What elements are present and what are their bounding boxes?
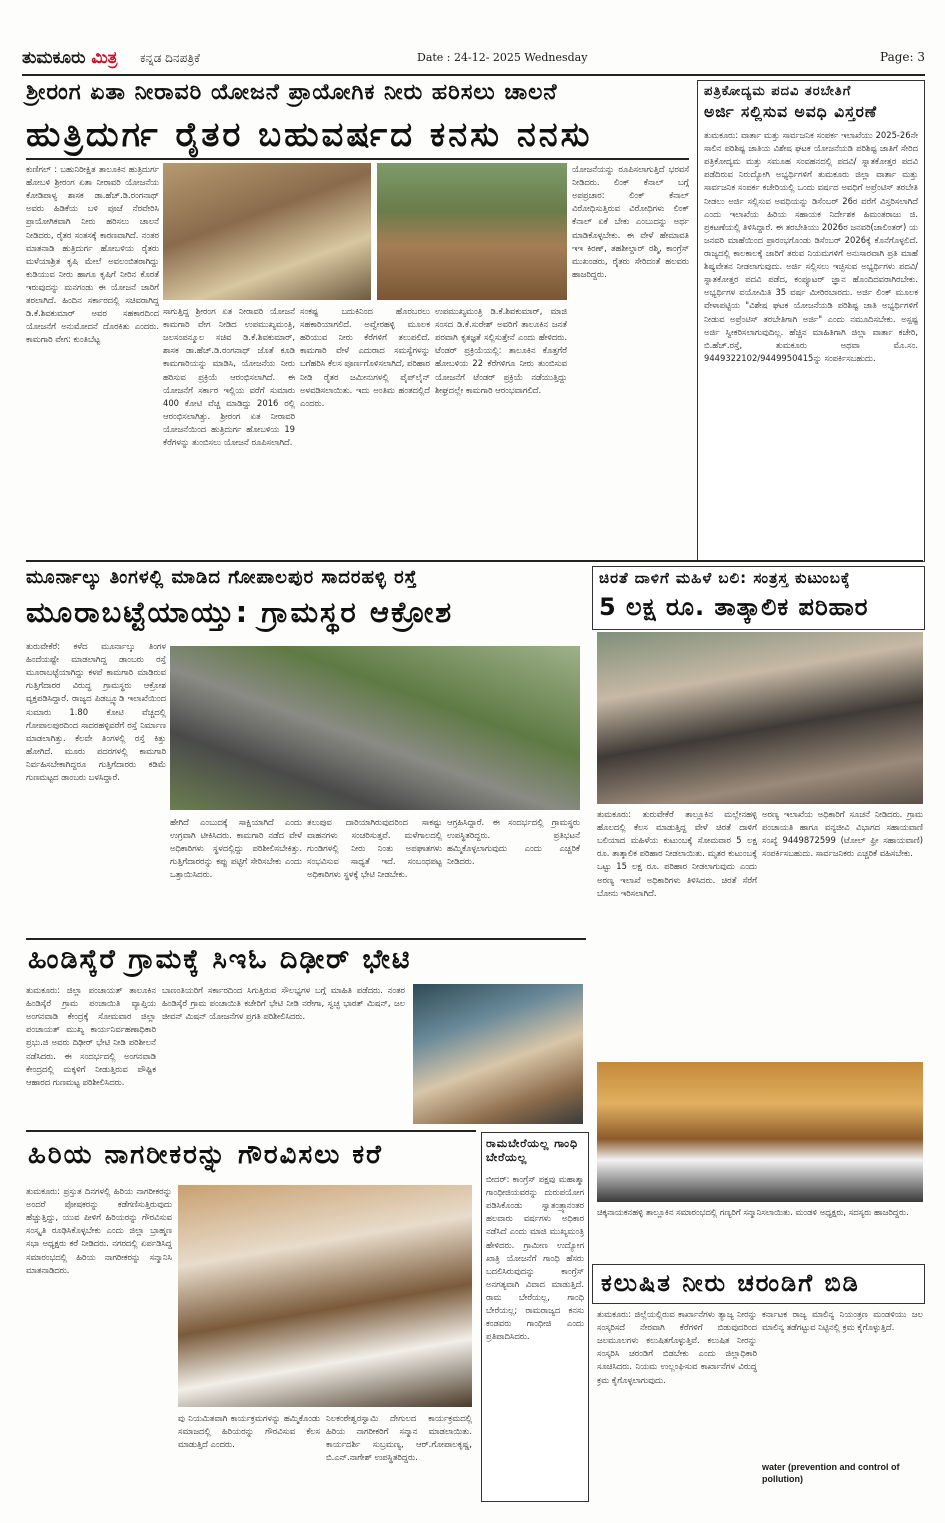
deadline-kicker: ಪತ್ರಿಕೋದ್ಯಮ ಪದವಿ ತರಬೇತಿಗೆ xyxy=(704,84,852,99)
gandhi-body: ಬೀದರ್: ಕಾಂಗ್ರೆಸ್ ಪಕ್ಷವು ಮಹಾತ್ಮಾ ಗಾಂಧೀಜಿಯವರನ್ನು ದುರುಪಯೋಗ ಪಡಿಸಿಕೊಂಡು ಸ್ವಾತಂತ್ರ್ಯಾನಂತರ ಹಲವಾರು ವರ್ಷಗಳು ಅಧಿಕಾರ ನಡೆಸಿದೆ ಎಂದು ಮಾಜಿ ಮುಖ್ಯಮಂತ್ರಿ ಹೇಳಿದರು. ಗ್ರಾಮೀಣ ಉದ್ಯೋಗ ಖಾತ್ರಿ ಯೋಜನೆಗೆ ಗಾಂಧಿ ಹೆಸರು ಬದಲಿಸಿರುವುದನ್ನು ಕಾಂಗ್ರೆಸ್ ಅನಗತ್ಯವಾಗಿ ವಿವಾದ ಮಾಡುತ್ತಿದೆ. ರಾಮ ಬೇರೆಯಲ್ಲ, ಗಾಂಧಿ ಬೇರೆಯಲ್ಲ; ರಾಮರಾಜ್ಯದ ಕನಸು ಕಂಡವರು ಗಾಂಧೀಜಿ ಎಂದು ಪ್ರತಿಪಾದಿಸಿದರು. xyxy=(486,1174,584,1342)
tagline: ಕನ್ನಡ ದಿನಪತ್ರಿಕೆ xyxy=(140,51,201,65)
senior-citizens-photo xyxy=(178,1185,472,1407)
lead-col-4: ಉಪಮುಖ್ಯಮಂತ್ರಿ ಡಿ.ಕೆ.ಶಿವಕುಮಾರ್, ಮಾಜಿ ಸಂಸದ ಡಿ.ಕೆ.ಸುರೇಶ್ ಅವರಿಗೆ ತಾಲೂಕಿನ ಜನತೆ ಪರವಾಗಿ ಕೃತಜ್ಞತೆ ಸಲ್ಲಿಸುತ್ತೇನೆ ಎಂದು ಹೇಳಿದರು. ಟೆಂಡರ್ ಪ್ರಕ್ರಿಯೆಯಲ್ಲಿ: ತಾಲೂಕಿನ ಕೊತ್ತಗೆರೆ ಹೋಬಳಿಯ 22 ಕೆರೆಗಳಿಗೂ ನೀರು ತುಂಬಿಸುವ ಯೋಜನೆಗೆ ಟೆಂಡರ್ ಪ್ರಕ್ರಿಯೆ ನಡೆಯುತ್ತಿದ್ದು ಶೀಘ್ರದಲ್ಲೇ ಕಾಮಗಾರಿ ಆರಂಭವಾಗಲಿದೆ. xyxy=(435,306,567,395)
lead-col-5: ಯೋಜನೆಯನ್ನು ರೂಪಿಸಲಾಗುತ್ತಿದೆ ಭರವಸೆ ನೀಡಿದರು. ಲಿಂಕ್ ಕೆನಾಲ್ ಬಗ್ಗೆ ಅಪಪ್ರಚಾರ: ಲಿಂಕ್ ಕೆನಾಲ್ ವಿರೋಧಿಸುತ್ತಿರುವ ವಿರೋಧಿಗಳು ಲಿಂಕ್ ಕೆನಾಲ್ ಏಕೆ ಬೇಕು ಎಂಬುದನ್ನು ಅರ್ಥ ಮಾಡಿಕೊಳ್ಳಬೇಕು. ಈ ವೇಳೆ ಹೇಮಾವತಿ ಇಇ ಕಿರಣ್, ತಹಶೀಲ್ದಾರ್ ರಶ್ಮಿ, ಕಾಂಗ್ರೆಸ್ ಮುಖಂಡರು, ರೈತರು ಸೇರಿದಂತೆ ಹಲವರು ಹಾಜರಿದ್ದರು. xyxy=(572,164,689,279)
water-col-1: ತುಮಕೂರು: ಜಿಲ್ಲೆಯಲ್ಲಿರುವ ಕಾರ್ಖಾನೆಗಳು ತ್ಯಾಜ್ಯ ನೀರನ್ನು ಸಂಸ್ಕರಿಸದೆ ನೇರವಾಗಿ ಕೆರೆಗಳಿಗೆ ಬಿಡುವುದರಿಂದ ಜಲಮೂಲಗಳು ಕಲುಷಿತಗೊಳ್ಳುತ್ತಿವೆ. ಕಲುಷಿತ ನೀರನ್ನು ಸಂಸ್ಕರಿಸಿ ಚರಂಡಿಗೆ ಬಿಡಬೇಕು ಎಂದು ಜಿಲ್ಲಾಧಿಕಾರಿ ಸೂಚಿಸಿದರು. ನಿಯಮ ಉಲ್ಲಂಘಿಸುವ ಕಾರ್ಖಾನೆಗಳ ವಿರುದ್ಧ ಕ್ರಮ ಕೈಗೊಳ್ಳಲಾಗುವುದು. xyxy=(597,1309,757,1385)
leopard-headline-box xyxy=(592,566,925,630)
water-headline: ಕಲುಷಿತ ನೀರು ಚರಂಡಿಗೆ ಬಿಡಿ xyxy=(601,1269,860,1297)
lead-headline: ಹುತ್ರಿದುರ್ಗ ರೈತರ ಬಹುವರ್ಷದ ಕನಸು ನನಸು xyxy=(26,115,593,155)
masthead xyxy=(22,44,925,76)
road-col-2: ಹೇಗಿದೆ ಎಂಬುದಕ್ಕೆ ಸಾಕ್ಷಿಯಾಗಿದೆ ಎಂದು ಉಗ್ರವಾಗಿ ಟೀಕಿಸಿದರು. ಕಾಮಗಾರಿ ನಡೆದ ವೇಳೆ ಅಧಿಕಾರಿಗಳು ಸ್ಥಳದಲ್ಲಿದ್ದು ಪರಿಶೀಲಿಸಬೇಕಿತ್ತು. ಗುತ್ತಿಗೆದಾರರನ್ನು ಕಪ್ಪು ಪಟ್ಟಿಗೆ ಸೇರಿಸಬೇಕು ಎಂದು ಒತ್ತಾಯಿಸಿದರು. xyxy=(170,817,302,880)
lead-divider xyxy=(26,158,689,160)
seniors-col-3: ನಿಲಕಂಠೇಶ್ವರಸ್ವಾಮಿ ದೇಗುಲದ ಕಾರ್ಯಕ್ರಮದಲ್ಲಿ ಹಿರಿಯ ನಾಗರೀಕರಿಗೆ ಸನ್ಮಾನ ಮಾಡಲಾಯಿತು. ಕಾರ್ಯದರ್ಶಿ ಸುಬ್ರಮಣ್ಯ, ಆರ್.ಗೋಪಾಲಕೃಷ್ಣ, ಬಿ.ಎನ್.ನಾಗೇಶ್ ಉಪಸ್ಥಿತರಿದ್ದರು. xyxy=(326,1413,472,1463)
ceo-headline: ಹಿಂಡಿಸ್ಕೆರೆ ಗ್ರಾಮಕ್ಕೆ ಸಿಇಓ ದಿಢೀರ್ ಭೇಟಿ xyxy=(28,944,412,975)
newspaper-logo: ತುಮಕೂರು ಮಿತ್ರ xyxy=(22,48,118,68)
lead-col-2: ಸಾಗುತ್ತಿದ್ದ ಶ್ರೀರಂಗ ಏತ ನೀರಾವರಿ ಯೋಜನೆ ಕಾಮಗಾರಿ ವೇಗ ನೀಡಿದ ಉಪಮುಖ್ಯಮಂತ್ರಿ, ಜಲಸಂಪನ್ಮೂಲ ಸಚಿವ ಡಿ.ಕೆ.ಶಿವಕುಮಾರ್, ಶಾಸಕ ಡಾ.ಹೆಚ್.ಡಿ.ರಂಗನಾಥ್ ಜೊತೆ ಕೂಡಿ ಕಾಮಗಾರಿಯನ್ನು ಮಾಡಿಸಿ, ಯೋಜನೆಯ ನೀರು ಹರಿಸುವ ಪ್ರಕ್ರಿಯೆ ಆರಂಭಿಸಲಾಗಿದೆ. ಈ ಯೋಜನೆಗೆ ಸರ್ಕಾರ ಇಲ್ಲಿಯ ವರೆಗೆ ಸುಮಾರು 400 ಕೋಟಿ ವೆಚ್ಚ ಮಾಡಿದ್ದು 2016 ರಲ್ಲಿ ಆರಂಭಿಸಲಾಗಿತ್ತು. ಶ್ರೀರಂಗ ಏತ ನೀರಾವರಿ ಯೋಜನೆಯಿಂದ ಹುತ್ರಿದುರ್ಗ ಹೋಬಳಿಯ 19 ಕೆರೆಗಳನ್ನು ತುಂಬಿಸಲು ಯೋಜನೆ ರೂಪಿಸಲಾಗಿದೆ. xyxy=(163,306,295,448)
water-col-2: ಕರ್ನಾಟಕ ರಾಜ್ಯ ಮಾಲಿನ್ಯ ನಿಯಂತ್ರಣ ಮಂಡಳಿಯು ಜಲ ಮಾಲಿನ್ಯ ತಡೆಗಟ್ಟುವ ನಿಟ್ಟಿನಲ್ಲಿ ಕ್ರಮ ಕೈಗೊಳ್ಳುತ್ತಿದೆ. xyxy=(762,1309,923,1333)
page-number: Page: 3 xyxy=(880,50,925,64)
gandhi-headline: ರಾಮಬೇರೆಯಲ್ಲ ಗಾಂಧಿ ಬೇರೆಯಲ್ಲ xyxy=(486,1137,579,1165)
road-headline: ಮೂರಾಬಟ್ಟೆಯಾಯ್ತು: ಗ್ರಾಮಸ್ಥರ ಆಕ್ರೋಶ xyxy=(26,595,454,629)
road-col-4: ಆಗ್ರಹಿಸಿದ್ದಾರೆ. ಈ ಸಂದರ್ಭದಲ್ಲಿ ಗ್ರಾಮಸ್ಥರು ಉಪಸ್ಥಿತರಿದ್ದರು. ಪ್ರತಿಭಟನೆ ಹಮ್ಮಿಕೊಳ್ಳಲಾಗುವುದು ಎಂದು ಎಚ್ಚರಿಕೆ ನೀಡಿದರು. xyxy=(447,817,580,867)
section-divider xyxy=(26,560,923,562)
road-kicker: ಮೂರ್ನಾಲ್ಕು ತಿಂಗಳಲ್ಲಿ ಮಾಡಿದ ಗೋಪಾಲಪುರ ಸಾದರಹಳ್ಳಿ ರಸ್ತೆ xyxy=(26,567,418,588)
ceo-col-1: ತುಮಕೂರು: ಜಿಲ್ಲಾ ಪಂಚಾಯತ್ ತಾಲೂಕಿನ ಹಿಂಡಿಸ್ಕೆರೆ ಗ್ರಾಮ ಪಂಚಾಯಿತಿ ವ್ಯಾಪ್ತಿಯ ಅಂಗನವಾಡಿ ಕೇಂದ್ರಕ್ಕೆ ಸೋಮವಾರ ಜಿಲ್ಲಾ ಪಂಚಾಯತ್ ಮುಖ್ಯ ಕಾರ್ಯನಿರ್ವಹಣಾಧಿಕಾರಿ ಪ್ರಭು.ಜಿ ಅವರು ದಿಢೀರ್ ಭೇಟಿ ನೀಡಿ ಪರಿಶೀಲನೆ ನಡೆಸಿದರು. ಈ ಸಂದರ್ಭದಲ್ಲಿ ಅಂಗನವಾಡಿ ಕೇಂದ್ರದಲ್ಲಿ ಮಕ್ಕಳಿಗೆ ನೀಡುತ್ತಿರುವ ಪೌಷ್ಟಿಕ ಆಹಾರದ ಗುಣಮಟ್ಟ ಪರಿಶೀಲಿಸಿದರು. xyxy=(26,985,156,1087)
seniors-divider xyxy=(26,1130,476,1132)
lead-col-1: ಕುಣಿಗಲ್ : ಬಹುನಿರೀಕ್ಷಿತ ತಾಲೂಕಿನ ಹುತ್ರಿದುರ್ಗ ಹೋಬಳಿ ಶ್ರೀರಂಗ ಏತಾ ನೀರಾವರಿ ಯೋಜನೆಯ ಕೋಡಿಪಾಳ್ಯ ಶಾಸಕ ಡಾ.ಹೆಚ್.ಡಿ.ರಂಗನಾಥ್ ಅವರು ಹಿಡಿಕೆಯ ಬಳಿ ಪೂಜೆ ನೆರವೇರಿಸಿ ಪ್ರಾಯೋಗಿಕವಾಗಿ ನೀರು ಹರಿಸಲು ಚಾಲನೆ ನೀಡಿದರು, ರೈತರ ಸಂತಸಕ್ಕೆ ಕಾರಣವಾಗಿದೆ. ನಂತರ ಮಾತನಾಡಿ ಹುತ್ರಿದುರ್ಗ ಹೋಬಳಿಯ ರೈತರು ಮಳೆಯಾಶ್ರಿತ ಕೃಷಿ ಮೇಲೆ ಅವಲಂಬಿತರಾಗಿದ್ದು ಕುಡಿಯುವ ನೀರು ಹಾಗೂ ಕೃಷಿಗೆ ನೀರಿನ ಕೊರತೆ ಇರುವುದನ್ನು ಮನಗಂಡು ಈ ಯೋಜನೆ ಜಾರಿಗೆ ತರಲಾಗಿದೆ. ಹಿಂದಿನ ಸರ್ಕಾರದಲ್ಲಿ ಸಚಿವರಾಗಿದ್ದ ಡಿ.ಕೆ.ಶಿವಕುಮಾರ್ ಅವರ ಸಹಕಾರದಿಂದ ಯೋಜನೆಗೆ ಅನುಮೋದನೆ ದೊರಕಿತು ಎಂದರು. ಕಾಮಗಾರಿ ವೇಗ: ಕುಂತಿಬೆಟ್ಟ xyxy=(26,164,159,345)
deadline-box xyxy=(697,80,925,562)
deadline-headline: ಅರ್ಜಿ ಸಲ್ಲಿಸುವ ಅವಧಿ ವಿಸ್ತರಣೆ xyxy=(704,103,878,121)
lead-kicker: ಶ್ರೀರಂಗ ಏತಾ ನೀರಾವರಿ ಯೋಜನೆ ಪ್ರಾಯೋಗಿಕ ನೀರು ಹರಿಸಲು ಚಾಲನೆ xyxy=(26,80,558,105)
road-col-3: ತಲುಪುವ ದಾರಿಯಾಗಿರುವುದರಿಂದ ಸಾಕಷ್ಟು ವಾಹನಗಳು ಸಂಚರಿಸುತ್ತವೆ. ಮಳೆಗಾಲದಲ್ಲಿ ಗುಂಡಿಗಳಲ್ಲಿ ನೀರು ನಿಂತು ಅಪಘಾತಗಳು ಸಂಭವಿಸುವ ಸಾಧ್ಯತೆ ಇದೆ. ಸಂಬಂಧಪಟ್ಟ ಅಧಿಕಾರಿಗಳು ಸ್ಥಳಕ್ಕೆ ಭೇಟಿ ನೀಡಬೇಕು. xyxy=(307,817,442,880)
leopard-headline-a: ಚಿರತೆ ದಾಳಿಗೆ ಮಹಿಳೆ ಬಲಿ: ಸಂತ್ರಸ್ತ ಕುಟುಂಬಕ್ಕೆ xyxy=(599,569,851,587)
lead-col-3: ಸಂಕಷ್ಟ ಬದುಕಿನಿಂದ ಹೊರಬರಲು ಸಹಕಾರಿಯಾಗಲಿದೆ. ಅವ್ವೇರಹಳ್ಳಿ ಮೂಲಕ ಹರಿಯುವ ನೀರು ಕೆರೆಗಳಿಗೆ ತಲುಪಲಿದೆ. ಕಾಮಗಾರಿ ವೇಳೆ ಎದುರಾದ ಸಮಸ್ಯೆಗಳನ್ನು ಬಗೆಹರಿಸಿ ಕೆಲಸ ಪೂರ್ಣಗೊಳಿಸಲಾಗಿದೆ, ಪರಿಹಾರ ನೀಡಿ ರೈತರ ಜಮೀನುಗಳಲ್ಲಿ ಪೈಪ್‌ಲೈನ್ ಅಳವಡಿಸಲಾಯಿತು. ಇದು ಅಂತಿಮ ಹಂತದಲ್ಲಿದೆ ಎಂದರು. xyxy=(300,306,430,408)
ceo-divider xyxy=(26,938,586,940)
leopard-headline-b: 5 ಲಕ್ಷ ರೂ. ತಾತ್ಕಾಲಿಕ ಪರಿಹಾರ xyxy=(599,593,869,621)
water-law-name: water (prevention and control of pollution) xyxy=(762,1462,900,1484)
road-col-1: ತುರುವೇಕೆರೆ: ಕಳೆದ ಮೂರ್ನಾಲ್ಕು ತಿಂಗಳ ಹಿಂದೆಯಷ್ಟೇ ಮಾಡಲಾಗಿದ್ದ ಡಾಂಬರು ರಸ್ತೆ ಮೂರಾಬಟ್ಟೆಯಾಗಿದ್ದು ಕಳಪೆ ಕಾಮಗಾರಿ ಮಾಡಿರುವ ಗುತ್ತಿಗೆದಾರರ ವಿರುದ್ಧ ಗ್ರಾಮಸ್ಥರು ಆಕ್ರೋಶ ವ್ಯಕ್ತಪಡಿಸಿದ್ದಾರೆ. ರಾಜ್ಯದ ಪಿಡಬ್ಲ್ಯೂಡಿ ಇಲಾಖೆಯಿಂದ ಸುಮಾರು 1.80 ಕೋಟಿ ವೆಚ್ಚದಲ್ಲಿ ಗೋಪಾಲಪುರದಿಂದ ಸಾದರಹಳ್ಳಿವರೆಗೆ ರಸ್ತೆ ನಿರ್ಮಾಣ ಮಾಡಲಾಗಿತ್ತು. ಕೆಲವೇ ತಿಂಗಳಲ್ಲಿ ರಸ್ತೆ ಕಿತ್ತು ಹೋಗಿದೆ. ಮೂರು ಪದರಗಳಲ್ಲಿ ಕಾಮಗಾರಿ ನಿರ್ವಹಿಸಬೇಕಾಗಿದ್ದರೂ ಗುತ್ತಿಗೆದಾರರು ಕಡಿಮೆ ಗುಣಮಟ್ಟದ ಡಾಂಬರು ಬಳಸಿದ್ದಾರೆ. xyxy=(26,641,166,783)
gandhi-box xyxy=(481,1132,589,1502)
anganwadi-visit-photo xyxy=(413,984,583,1124)
leopard-victim-visit-photo xyxy=(597,632,923,804)
damaged-road-photo xyxy=(170,646,580,810)
ceremony-photo xyxy=(163,163,371,300)
deadline-body: ತುಮಕೂರು: ವಾರ್ತಾ ಮತ್ತು ಸಾರ್ವಜನಿಕ ಸಂಪರ್ಕ ಇಲಾಖೆಯು 2025-26ನೇ ಸಾಲಿನ ಪರಿಶಿಷ್ಟ ಜಾತಿಯ ವಿಶೇಷ ಘಟಕ ಯೋಜನೆಯಡಿ ಪರಿಶಿಷ್ಟ ಜಾತಿಗೆ ಸೇರಿದ ಪತ್ರಿಕೋದ್ಯಮ ಮತ್ತು ಸಮೂಹ ಸಂವಹನದಲ್ಲಿ ಪದವಿ/ ಸ್ನಾತಕೋತ್ತರ ಪದವಿ ಪಡೆದಿರುವ ನಿರುದ್ಯೋಗಿ ಅಭ್ಯರ್ಥಿಗಳಿಗೆ ತುಮಕೂರು ಜಿಲ್ಲಾ ವಾರ್ತಾ ಮತ್ತು ಸಾರ್ವಜನಿಕ ಸಂಪರ್ಕ ಕಚೇರಿಯಲ್ಲಿ ಒಂದು ವರ್ಷದ ಅವಧಿಗೆ ಅಪ್ರೆಂಟಿಸ್ ತರಬೇತಿ ನೀಡಲು ಅರ್ಜಿ ಸಲ್ಲಿಸುವ ಅವಧಿಯನ್ನು ಡಿಸೆಂಬರ್ 26ರ ವರೆಗೆ ವಿಸ್ತರಿಸಲಾಗಿದೆ ಎಂದು ಇಲಾಖೆಯ ಹಿರಿಯ ಸಹಾಯಕ ನಿರ್ದೇಶಕ ಹಿಮಂತರಾಜು ಜಿ. ಪ್ರಕಟಣೆಯಲ್ಲಿ ತಿಳಿಸಿದ್ದಾರೆ. ಈ ತರಬೇತಿಯು 2026ರ ಜನವರಿ(ಜಾಲಿಂತರ್) ಯ ಜನವರಿ ಮಾಹೆಯಿಂದ ಪ್ರಾರಂಭಗೊಂಡು ಡಿಸೆಂಬರ್ 2026ಕ್ಕೆ ಕೊನೆಗೊಳ್ಳಲಿದೆ. ರಾಜ್ಯದಲ್ಲಿ ಕಾಲಕಾಲಕ್ಕೆ ಜಾರಿಗೆ ತರುವ ನಿಯಮಗಳಿಗೆ ಅನುಸಾರವಾಗಿ ಪ್ರತಿ ಮಾಹೆ ಶಿಷ್ಯವೇತನ ನೀಡಲಾಗುವುದು. ಅರ್ಜಿ ಸಲ್ಲಿಸಲು ಇಚ್ಛಿಸುವ ಅಭ್ಯರ್ಥಿಗಳು ಪದವಿ/ಸ್ನಾತಕೋತ್ತರ ಪದವಿ ಪಡೆದ, ಕಂಪ್ಯೂಟರ್ ಜ್ಞಾನ ಹೊಂದಿದವರಾಗಿರಬೇಕು. ಅಭ್ಯರ್ಥಿಗಳ ವಯೋಮಿತಿ 35 ವರ್ಷ ಮೀರಿರಬಾರದು. ಅರ್ಜಿ ಲಿಂಕ್ ಮೂಲಕ ವೇಳಾಪಟ್ಟಿಯ "ವಿಶೇಷ ಘಟಕ ಯೋಜನೆಯಡಿ ಪರಿಶಿಷ್ಟ ಜಾತಿ ಅಭ್ಯರ್ಥಿಗಳಿಗೆ ನೀಡುವ ಅಪ್ರೆಂಟಿಸ್ ತರಬೇತಿಗಾಗಿ ಅರ್ಜಿ" ಎಂದು ನಮೂದಿಸಬೇಕು. ಅಸ್ಪಷ್ಟ ಅರ್ಜಿ ಸ್ವೀಕರಿಸಲಾಗುವುದಿಲ್ಲ. ಹೆಚ್ಚಿನ ಮಾಹಿತಿಗಾಗಿ ಜಿಲ್ಲಾ ವಾರ್ತಾ ಕಚೇರಿ, ಬಿ.ಹೆಚ್.ರಸ್ತೆ, ತುಮಕೂರು ಅಥವಾ ಮೊ.ಸಂ. 9449322102/9449950415ನ್ನು ಸಂಪರ್ಕಿಸಬಹುದು. xyxy=(704,130,918,363)
felicitation-caption: ಚಿಕ್ಕನಾಯಕನಹಳ್ಳಿ ತಾಲ್ಲೂಕಿನ ಸಮಾರಂಭದಲ್ಲಿ ಗಣ್ಯರಿಗೆ ಸನ್ಮಾನಿಸಲಾಯಿತು. ಮಂಡಳಿ ಅಧ್ಯಕ್ಷರು, ಸದಸ್ಯರು ಹಾಜರಿದ್ದರು. xyxy=(597,1207,909,1217)
felicitation-photo xyxy=(597,1062,923,1202)
leopard-col-2: ಅರಣ್ಯ ಇಲಾಖೆಯ ಅಧಿಕಾರಿಗೆ ಸೂಚನೆ ನೀಡಿದರು. ಗ್ರಾಮ ಪಂಚಾಯತಿ ಹಾಗೂ ವನ್ಯಜೀವಿ ವಿಭಾಗದ ಸಹಾಯವಾಣಿ ಸಂಖ್ಯೆ 9449872599 (ಟೋಲ್ ಫ್ರೀ ಸಹಾಯವಾಣಿ) ಸಂಪರ್ಕಿಸಬಹುದು. ಸಾರ್ವಜನಿಕರು ಎಚ್ಚರಿಕೆ ವಹಿಸಬೇಕು. xyxy=(762,809,923,859)
issue-date: Date : 24-12- 2025 Wednesday xyxy=(417,51,588,64)
seniors-headline: ಹಿರಿಯ ನಾಗರೀಕರನ್ನು ಗೌರವಿಸಲು ಕರೆ xyxy=(28,1140,383,1170)
water-pipe-photo xyxy=(377,163,567,300)
seniors-col-2: ವು ನಿಯಮಿತವಾಗಿ ಕಾರ್ಯಕ್ರಮಗಳನ್ನು ಹಮ್ಮಿಕೊಂಡು ಸಮಾಜದಲ್ಲಿ ಹಿರಿಯರನ್ನು ಗೌರವಿಸುವ ಕೆಲಸ ಮಾಡುತ್ತಿದೆ ಎಂದರು. xyxy=(178,1413,320,1450)
ceo-col-2: ಬಾಣಂತಿಯರಿಗೆ ಸರ್ಕಾರದಿಂದ ಸಿಗುತ್ತಿರುವ ಸೌಲಭ್ಯಗಳ ಬಗ್ಗೆ ಮಾಹಿತಿ ಪಡೆದರು. ನಂತರ ಹಿಂಡಿಸ್ಕೆರೆ ಗ್ರಾಮ ಪಂಚಾಯಿತಿ ಕಚೇರಿಗೆ ಭೇಟಿ ನೀಡಿ ನರೇಗಾ, ಸ್ವಚ್ಛ ಭಾರತ್ ಮಿಷನ್, ಜಲ ಜೀವನ್ ಮಿಷನ್ ಯೋಜನೆಗಳ ಪ್ರಗತಿ ಪರಿಶೀಲಿಸಿದರು. xyxy=(162,985,405,1022)
leopard-col-1: ತುಮಕೂರು: ತುರುವೇಕೆರೆ ತಾಲ್ಲೂಕಿನ ಮಲ್ಲೇನಹಳ್ಳಿ ಹೊಲದಲ್ಲಿ ಕೆಲಸ ಮಾಡುತ್ತಿದ್ದ ವೇಳೆ ಚಿರತೆ ದಾಳಿಗೆ ಬಲಿಯಾದ ಮಹಿಳೆಯ ಕುಟುಂಬಕ್ಕೆ ಸೋಮವಾರ 5 ಲಕ್ಷ ರೂ. ತಾತ್ಕಾಲಿಕ ಪರಿಹಾರ ನೀಡಲಾಯಿತು. ಮೃತರ ಕುಟುಂಬಕ್ಕೆ ಒಟ್ಟು 15 ಲಕ್ಷ ರೂ. ಪರಿಹಾರ ನೀಡಲಾಗುವುದು ಎಂದು ಅರಣ್ಯ ಇಲಾಖೆ ಅಧಿಕಾರಿಗಳು ತಿಳಿಸಿದರು. ಚಿರತೆ ಸೆರೆಗೆ ಬೋನು ಇರಿಸಲಾಗಿದೆ. xyxy=(597,809,757,898)
seniors-col-1: ತುಮಕೂರು: ಪ್ರಸ್ತುತ ದಿನಗಳಲ್ಲಿ ಹಿರಿಯ ನಾಗರೀಕರನ್ನು ಅಂದರೆ ಪೋಷಕರನ್ನು ಕಡೆಗಣಿಸುತ್ತಿರುವುದು ಹೆಚ್ಚುತ್ತಿದ್ದು, ಯುವ ಪೀಳಿಗೆ ಹಿರಿಯರನ್ನು ಗೌರವಿಸುವ ಸಂಸ್ಕೃತಿ ರೂಢಿಸಿಕೊಳ್ಳಬೇಕು ಎಂದು ಜಿಲ್ಲಾ ಬ್ರಾಹ್ಮಣ ಸಭಾ ಅಧ್ಯಕ್ಷರು ಕರೆ ನೀಡಿದರು. ನಗರದಲ್ಲಿ ಏರ್ಪಡಿಸಿದ್ದ ಸಮಾರಂಭದಲ್ಲಿ ಹಿರಿಯ ನಾಗರೀಕರನ್ನು ಸನ್ಮಾನಿಸಿ ಮಾತನಾಡಿದರು. xyxy=(26,1186,172,1275)
water-headline-box xyxy=(592,1264,925,1304)
